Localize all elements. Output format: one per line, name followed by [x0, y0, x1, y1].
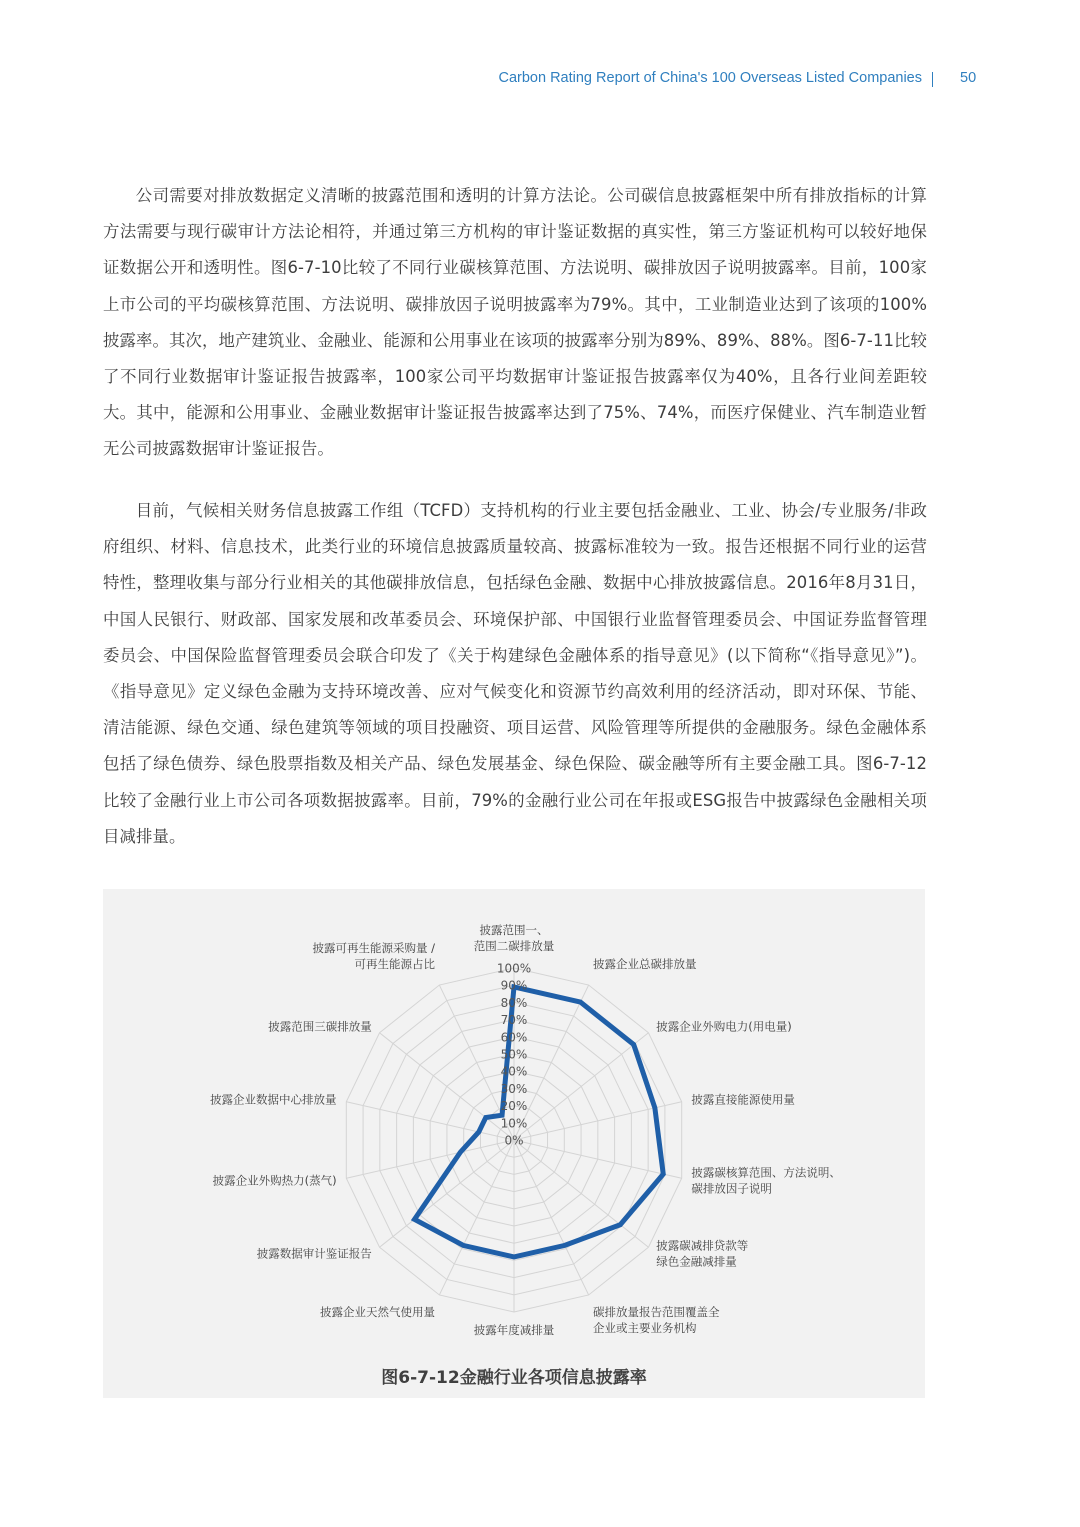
radial-tick-label: 40%: [500, 1064, 528, 1079]
data-series-line: [414, 987, 663, 1257]
radial-tick-label: 10%: [500, 1116, 528, 1131]
body-paragraph-2: 目前，气候相关财务信息披露工作组（TCFD）支持机构的行业主要包括金融业、工业、协会/专业服务/非政府组织、材料、信息技术，此类行业的环境信息披露质量较高、披露标准较为一致。报告还根据不同行业的运营特性，整理收集与部分行业相关的其他碳排放信息，包括绿色金融、数据中心排放披露信息。2016年8月31日，中国人民银行、财政部、国家发展和改革委员会、环境保护部、中国银行业监督管理委员会、中国证券监督管理委员会、中国保险监督管理委员会联合印发了《关于构建绿色金融体系的指导意见》(以下简称“《指导意见》”)。《指导意见》定义绿色金融为支持环境改善、应对气候变化和资源节约高效利用的经济活动，即对环保、节能、清洁能源、绿色交通、绿色建筑等领域的项目投融资、项目运营、风险管理等所提供的金融服务。绿色金融体系包括了绿色债券、绿色股票指数及相关产品、绿色发展基金、绿色保险、碳金融等所有主要金融工具。图6-7-12比较了金融行业上市公司各项数据披露率。目前，79%的金融行业公司在年报或ESG报告中披露绿色金融相关项目减排量。: [103, 501, 927, 846]
radial-tick-label: 90%: [500, 978, 528, 993]
category-label: 披露企业外购热力(蒸气): [212, 1173, 337, 1188]
category-label: 披露企业总碳排放量: [592, 957, 697, 972]
radial-tick-label: 60%: [500, 1030, 528, 1045]
category-label: 碳排放量报告范围覆盖全企业或主要业务机构: [592, 1304, 720, 1335]
radial-tick-label: 100%: [496, 961, 532, 976]
category-label: 披露碳核算范围、方法说明、碳排放因子说明: [691, 1165, 841, 1196]
category-label: 披露直接能源使用量: [691, 1092, 795, 1107]
report-title: Carbon Rating Report of China's 100 Overseas Listed Companies: [498, 70, 922, 86]
figure-panel: [103, 889, 925, 1398]
page-number: 50: [960, 70, 977, 86]
category-label: 披露碳减排贷款等绿色金融减排量: [656, 1238, 749, 1269]
category-label: 披露年度减排量: [473, 1323, 555, 1337]
category-label: 披露企业天然气使用量: [320, 1304, 436, 1319]
body-paragraph-1: 公司需要对排放数据定义清晰的披露范围和透明的计算方法论。公司碳信息披露框架中所有排放指标的计算方法需要与现行碳审计方法论相符，并通过第三方机构的审计鉴证数据的真实性，第三方鉴证机构可以较好地保证数据公开和透明性。图6-7-10比较了不同行业碳核算范围、方法说明、碳排放因子说明披露率。目前，100家上市公司的平均碳核算范围、方法说明、碳排放因子说明披露率为79%。其中，工业制造业达到了该项的100%披露率。其次，地产建筑业、金融业、能源和公用事业在该项的披露率分别为89%、89%、88%。图6-7-11比较了不同行业数据审计鉴证报告披露率，100家公司平均数据审计鉴证报告披露率仅为40%，且各行业间差距较大。其中，能源和公用事业、金融业数据审计鉴证报告披露率达到了75%、74%，而医疗保健业、汽车制造业暂无公司披露数据审计鉴证报告。: [103, 186, 927, 459]
radial-tick-label: 80%: [500, 995, 528, 1010]
category-label: 披露范围一、范围二碳排放量: [473, 923, 555, 953]
category-label: 披露企业数据中心排放量: [210, 1092, 337, 1107]
radial-tick-label: 20%: [500, 1099, 528, 1114]
running-header: [0, 70, 1080, 90]
radial-tick-label: 30%: [500, 1081, 528, 1096]
radial-tick-label: 0%: [504, 1133, 524, 1148]
category-label: 披露可再生能源采购量 /可再生能源占比: [312, 941, 436, 972]
category-label: 披露范围三碳排放量: [268, 1019, 372, 1034]
category-label: 披露数据审计鉴证报告: [256, 1246, 372, 1261]
radial-tick-label: 70%: [500, 1013, 528, 1028]
figure-caption: 图6-7-12金融行业各项信息披露率: [381, 1368, 647, 1388]
radar-chart: [103, 889, 925, 1359]
category-label: 披露企业外购电力(用电量): [656, 1019, 792, 1034]
header-divider: [932, 72, 933, 87]
radial-tick-label: 50%: [500, 1047, 528, 1062]
